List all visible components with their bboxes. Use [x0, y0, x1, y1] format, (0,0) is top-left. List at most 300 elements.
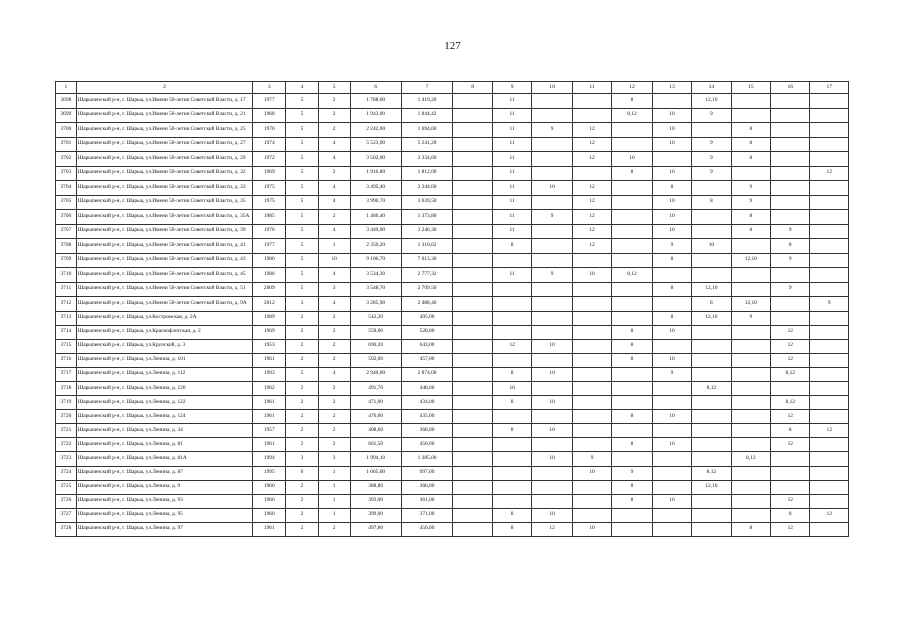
address-cell: Шарыпенский р-н, г. Шарыа, ул.Имени 50-летия Советской Власти, д. 27: [76, 137, 252, 152]
total-area-cell: 471,00: [350, 396, 401, 410]
address-cell: Шарыпенский р-н, г. Шарыа, ул.Ленина, д. 87: [76, 466, 252, 480]
entrances-cell: 2: [318, 108, 350, 123]
floors-cell: 5: [286, 253, 318, 268]
col16-cell: 12: [771, 522, 810, 536]
col15-cell: [731, 268, 770, 283]
col14-cell: 9: [692, 152, 731, 167]
col10-cell: [532, 137, 572, 152]
col15-cell: 8: [731, 224, 770, 239]
year-cell: 1969: [253, 325, 286, 339]
total-area-cell: 661,50: [350, 438, 401, 452]
col11-cell: 12: [572, 224, 611, 239]
living-area-cell: 495,00: [401, 311, 453, 325]
address-cell: Шарыпенский р-н, г. Шарыа, ул.Имени 50-летия Советской Власти, д. 35А: [76, 210, 252, 225]
table-row: [56, 181, 849, 196]
col9-cell: [492, 466, 531, 480]
col16-cell: [771, 152, 810, 167]
year-cell: 1980: [253, 253, 286, 268]
col10-cell: 9: [532, 210, 572, 225]
col8-cell: [453, 367, 492, 381]
living-area-cell: 643,00: [401, 339, 453, 353]
col14-cell: 8,12: [692, 466, 731, 480]
col8-cell: [453, 123, 492, 138]
column-header: 12: [612, 82, 652, 94]
col14-cell: [692, 339, 731, 353]
col13-cell: 8: [652, 181, 691, 196]
entrances-cell: 4: [318, 181, 350, 196]
row-number: 3700: [56, 123, 77, 138]
total-area-cell: 388,80: [350, 480, 401, 494]
year-cell: 1975: [253, 181, 286, 196]
year-cell: 1960: [253, 508, 286, 522]
col17-cell: [810, 224, 849, 239]
col16-cell: [771, 381, 810, 395]
table-row: [56, 268, 849, 283]
col9-cell: [492, 297, 531, 312]
year-cell: 1989: [253, 311, 286, 325]
total-area-cell: 1 943,00: [350, 108, 401, 123]
floors-cell: 5: [286, 94, 318, 109]
col13-cell: 10: [652, 123, 691, 138]
year-cell: 1977: [253, 94, 286, 109]
col10-cell: [532, 224, 572, 239]
floors-cell: 2: [286, 353, 318, 367]
total-area-cell: 497,80: [350, 522, 401, 536]
floors-cell: 2: [286, 325, 318, 339]
col8-cell: [453, 166, 492, 181]
col12-cell: 8: [612, 325, 652, 339]
living-area-cell: 371,00: [401, 508, 453, 522]
column-header: 1: [56, 82, 77, 94]
entrances-cell: 2: [318, 424, 350, 438]
col11-cell: 12: [572, 137, 611, 152]
col17-cell: [810, 339, 849, 353]
column-header: 11: [572, 82, 611, 94]
column-header: 3: [253, 82, 286, 94]
col15-cell: 8: [731, 522, 770, 536]
col17-cell: 9: [810, 297, 849, 312]
col16-cell: 9: [771, 224, 810, 239]
col14-cell: [692, 367, 731, 381]
row-number: 3714: [56, 325, 77, 339]
col11-cell: 12: [572, 195, 611, 210]
living-area-cell: 457,00: [401, 353, 453, 367]
total-area-cell: 5 523,00: [350, 137, 401, 152]
col15-cell: [731, 396, 770, 410]
table-row: [56, 239, 849, 254]
col16-cell: [771, 123, 810, 138]
col17-cell: 12: [810, 508, 849, 522]
col14-cell: 9: [692, 108, 731, 123]
year-cell: 1994: [253, 452, 286, 466]
col9-cell: 8: [492, 424, 531, 438]
col8-cell: [453, 325, 492, 339]
col15-cell: 12,10: [731, 253, 770, 268]
col8-cell: [453, 522, 492, 536]
entrances-cell: 2: [318, 166, 350, 181]
col8-cell: [453, 239, 492, 254]
row-number: 3702: [56, 152, 77, 167]
col17-cell: 12: [810, 166, 849, 181]
col8-cell: [453, 311, 492, 325]
address-cell: Шарыпенский р-н, г. Шарыа, ул.Ленина, д. 124: [76, 410, 252, 424]
col9-cell: 11: [492, 123, 531, 138]
col12-cell: [612, 282, 652, 297]
col10-cell: 10: [532, 424, 572, 438]
col17-cell: [810, 282, 849, 297]
col12-cell: 8: [612, 353, 652, 367]
entrances-cell: 2: [318, 353, 350, 367]
col14-cell: [692, 210, 731, 225]
column-header: 6: [350, 82, 401, 94]
living-area-cell: 1 812,00: [401, 166, 453, 181]
col15-cell: [731, 108, 770, 123]
col15-cell: 12,10: [731, 297, 770, 312]
col10-cell: [532, 466, 572, 480]
col8-cell: [453, 297, 492, 312]
col15-cell: [731, 282, 770, 297]
col11-cell: [572, 381, 611, 395]
col10-cell: 10: [532, 452, 572, 466]
address-cell: Шарыпенский р-н, г. Шарыа, ул.Ленина, д. 120: [76, 381, 252, 395]
col10-cell: [532, 410, 572, 424]
col8-cell: [453, 424, 492, 438]
row-number: 3712: [56, 297, 77, 312]
floors-cell: 5: [286, 224, 318, 239]
col17-cell: [810, 452, 849, 466]
col16-cell: [771, 195, 810, 210]
column-header: 5: [318, 82, 350, 94]
col12-cell: 8: [612, 480, 652, 494]
address-cell: Шарыпенский р-н, г. Шарыа, ул.Имени 50-летия Советской Власти, д. 9А: [76, 297, 252, 312]
col9-cell: [492, 410, 531, 424]
row-number: 3708: [56, 239, 77, 254]
col13-cell: 10: [652, 108, 691, 123]
col15-cell: [731, 466, 770, 480]
col14-cell: 8: [692, 297, 731, 312]
col11-cell: [572, 410, 611, 424]
col17-cell: 12: [810, 424, 849, 438]
col10-cell: 10: [532, 339, 572, 353]
col16-cell: 12: [771, 438, 810, 452]
col9-cell: 8: [492, 508, 531, 522]
col15-cell: 9: [731, 195, 770, 210]
col17-cell: [810, 438, 849, 452]
col15-cell: [731, 353, 770, 367]
col12-cell: [612, 381, 652, 395]
entrances-cell: 2: [318, 410, 350, 424]
address-cell: Шарыпенский р-н, г. Шарыа, ул.Имени 50-летия Советской Власти, д. 25: [76, 123, 252, 138]
col14-cell: 12,10: [692, 311, 731, 325]
col8-cell: [453, 282, 492, 297]
col15-cell: 9: [731, 181, 770, 196]
col9-cell: 11: [492, 152, 531, 167]
living-area-cell: 448,00: [401, 381, 453, 395]
col17-cell: [810, 325, 849, 339]
col10-cell: [532, 94, 572, 109]
total-area-cell: 491,70: [350, 381, 401, 395]
col17-cell: [810, 466, 849, 480]
col12-cell: 8: [612, 339, 652, 353]
total-area-cell: 3 534,30: [350, 268, 401, 283]
col17-cell: [810, 494, 849, 508]
total-area-cell: 408,60: [350, 424, 401, 438]
year-cell: 1961: [253, 396, 286, 410]
floors-cell: 5: [286, 282, 318, 297]
col14-cell: [692, 224, 731, 239]
entrances-cell: 4: [318, 137, 350, 152]
table-row: [56, 367, 849, 381]
col9-cell: 8: [492, 522, 531, 536]
col8-cell: [453, 181, 492, 196]
col9-cell: 11: [492, 181, 531, 196]
table-row: [56, 494, 849, 508]
col17-cell: [810, 268, 849, 283]
row-number: 3704: [56, 181, 77, 196]
entrances-cell: 4: [318, 367, 350, 381]
col17-cell: [810, 239, 849, 254]
col11-cell: 10: [572, 466, 611, 480]
address-cell: Шарыпенский р-н, г. Шарыа, ул.Ленина, д. 97: [76, 522, 252, 536]
col16-cell: 12: [771, 353, 810, 367]
col16-cell: [771, 137, 810, 152]
row-number: 3723: [56, 452, 77, 466]
column-header: 7: [401, 82, 453, 94]
page-number: 127: [444, 40, 461, 52]
floors-cell: 5: [286, 108, 318, 123]
table-row: [56, 108, 849, 123]
col12-cell: 8: [612, 494, 652, 508]
entrances-cell: 1: [318, 239, 350, 254]
col13-cell: 10: [652, 166, 691, 181]
col16-cell: 9: [771, 253, 810, 268]
col10-cell: [532, 480, 572, 494]
col17-cell: [810, 381, 849, 395]
col13-cell: 10: [652, 438, 691, 452]
col11-cell: 12: [572, 152, 611, 167]
total-area-cell: 3 548,70: [350, 282, 401, 297]
col14-cell: [692, 508, 731, 522]
total-area-cell: 3 495,40: [350, 181, 401, 196]
col9-cell: 11: [492, 268, 531, 283]
total-area-cell: 3 990,70: [350, 195, 401, 210]
col14-cell: 9: [692, 137, 731, 152]
total-area-cell: 393,00: [350, 494, 401, 508]
col10-cell: [532, 195, 572, 210]
floors-cell: 2: [286, 396, 318, 410]
row-number: 3727: [56, 508, 77, 522]
col9-cell: [492, 438, 531, 452]
row-number: 3718: [56, 381, 77, 395]
table-row: [56, 466, 849, 480]
col12-cell: 8,12: [612, 108, 652, 123]
col14-cell: 8: [692, 195, 731, 210]
col12-cell: 8,12: [612, 268, 652, 283]
living-area-cell: 366,00: [401, 480, 453, 494]
col14-cell: [692, 424, 731, 438]
col15-cell: [731, 508, 770, 522]
col13-cell: 8: [652, 282, 691, 297]
total-area-cell: 502,00: [350, 353, 401, 367]
col8-cell: [453, 195, 492, 210]
col12-cell: 8: [612, 438, 652, 452]
col13-cell: [652, 452, 691, 466]
year-cell: 1976: [253, 123, 286, 138]
column-header: 16: [771, 82, 810, 94]
address-cell: Шарыпенский р-н, г. Шарыа, ул.Ленина, д. 81: [76, 438, 252, 452]
col9-cell: 11: [492, 108, 531, 123]
row-number: 3717: [56, 367, 77, 381]
col15-cell: [731, 325, 770, 339]
living-area-cell: 997,00: [401, 466, 453, 480]
living-area-cell: 368,00: [401, 424, 453, 438]
total-area-cell: 3 449,00: [350, 224, 401, 239]
floors-cell: 2: [286, 311, 318, 325]
year-cell: 1977: [253, 239, 286, 254]
entrances-cell: 2: [318, 123, 350, 138]
living-area-cell: 3 039,50: [401, 195, 453, 210]
total-area-cell: 399,00: [350, 508, 401, 522]
column-header: 14: [692, 82, 731, 94]
living-area-cell: 528,00: [401, 325, 453, 339]
row-number: 3698: [56, 94, 77, 109]
col15-cell: [731, 239, 770, 254]
col13-cell: 10: [652, 325, 691, 339]
col11-cell: [572, 94, 611, 109]
col14-cell: [692, 325, 731, 339]
col16-cell: [771, 480, 810, 494]
row-number: 3709: [56, 253, 77, 268]
floors-cell: 2: [286, 494, 318, 508]
table-row: [56, 195, 849, 210]
row-number: 3725: [56, 480, 77, 494]
floors-cell: 5: [286, 268, 318, 283]
col16-cell: 8: [771, 239, 810, 254]
entrances-cell: 2: [318, 94, 350, 109]
row-number: 3706: [56, 210, 77, 225]
col16-cell: [771, 181, 810, 196]
floors-cell: 5: [286, 152, 318, 167]
col8-cell: [453, 94, 492, 109]
col8-cell: [453, 480, 492, 494]
row-number: 3705: [56, 195, 77, 210]
address-cell: Шарыпенский р-н, г. Шарыа, ул.Имени 50-летия Советской Власти, д. 39: [76, 224, 252, 239]
address-cell: Шарыпенский р-н, г. Шарыа, ул.Ленина, д. 9: [76, 480, 252, 494]
floors-cell: 2: [286, 522, 318, 536]
address-cell: Шарыпенский р-н, г. Шарыа, ул.Ленина, д. 95: [76, 508, 252, 522]
col12-cell: [612, 424, 652, 438]
year-cell: 1957: [253, 424, 286, 438]
living-area-cell: 361,00: [401, 494, 453, 508]
col9-cell: [492, 494, 531, 508]
col16-cell: 12: [771, 410, 810, 424]
col10-cell: [532, 494, 572, 508]
address-cell: Шарыпенский р-н, г. Шарыа, ул.Краснофлотская, д. 2: [76, 325, 252, 339]
col10-cell: [532, 108, 572, 123]
total-area-cell: 1 466,40: [350, 210, 401, 225]
year-cell: 1985: [253, 210, 286, 225]
col13-cell: [652, 424, 691, 438]
col16-cell: 8: [771, 424, 810, 438]
col16-cell: 12: [771, 325, 810, 339]
table-row: [56, 94, 849, 109]
table-row: [56, 152, 849, 167]
table-row: [56, 410, 849, 424]
col14-cell: [692, 181, 731, 196]
address-cell: Шарыпенский р-н, г. Шарыа, ул.Имени 50-летия Советской Власти, д. 51: [76, 282, 252, 297]
col9-cell: [492, 353, 531, 367]
col17-cell: [810, 108, 849, 123]
col12-cell: [612, 367, 652, 381]
col12-cell: 8: [612, 166, 652, 181]
col12-cell: [612, 452, 652, 466]
floors-cell: 3: [286, 297, 318, 312]
row-number: 3724: [56, 466, 77, 480]
col13-cell: [652, 508, 691, 522]
col12-cell: [612, 253, 652, 268]
col12-cell: [612, 210, 652, 225]
year-cell: 1995: [253, 466, 286, 480]
year-cell: 1960: [253, 494, 286, 508]
col17-cell: [810, 152, 849, 167]
col17-cell: [810, 137, 849, 152]
col13-cell: [652, 339, 691, 353]
col15-cell: [731, 166, 770, 181]
table-row: [56, 297, 849, 312]
address-cell: Шарыпенский р-н, г. Шарыа, ул.Ленина, д. 34: [76, 424, 252, 438]
col17-cell: [810, 367, 849, 381]
col17-cell: [810, 253, 849, 268]
col13-cell: [652, 396, 691, 410]
col12-cell: [612, 195, 652, 210]
col14-cell: [692, 494, 731, 508]
col8-cell: [453, 152, 492, 167]
address-cell: Шарыпенский р-н, г. Шарыа, ул.Ленина, д. 101: [76, 353, 252, 367]
col14-cell: 8,12: [692, 381, 731, 395]
floors-cell: 2: [286, 381, 318, 395]
living-area-cell: 1 694,60: [401, 123, 453, 138]
col8-cell: [453, 381, 492, 395]
entrances-cell: 2: [318, 381, 350, 395]
col8-cell: [453, 494, 492, 508]
col8-cell: [453, 224, 492, 239]
col11-cell: [572, 108, 611, 123]
col13-cell: [652, 152, 691, 167]
col17-cell: [810, 181, 849, 196]
col13-cell: 10: [652, 494, 691, 508]
col11-cell: 12: [572, 239, 611, 254]
col10-cell: [532, 353, 572, 367]
col11-cell: [572, 282, 611, 297]
row-number: 3720: [56, 410, 77, 424]
col15-cell: [731, 367, 770, 381]
col11-cell: 12: [572, 123, 611, 138]
column-header: 2: [76, 82, 252, 94]
year-cell: 1962: [253, 381, 286, 395]
table-row: [56, 325, 849, 339]
col17-cell: [810, 195, 849, 210]
col14-cell: 9: [692, 166, 731, 181]
col13-cell: [652, 522, 691, 536]
col10-cell: 10: [532, 367, 572, 381]
col12-cell: [612, 239, 652, 254]
col8-cell: [453, 268, 492, 283]
address-cell: Шарыпенский р-н, г. Шарыа, ул.Имени 50-летия Советской Власти, д. 45: [76, 268, 252, 283]
row-number: 3710: [56, 268, 77, 283]
row-number: 3703: [56, 166, 77, 181]
col13-cell: [652, 94, 691, 109]
col11-cell: 10: [572, 522, 611, 536]
